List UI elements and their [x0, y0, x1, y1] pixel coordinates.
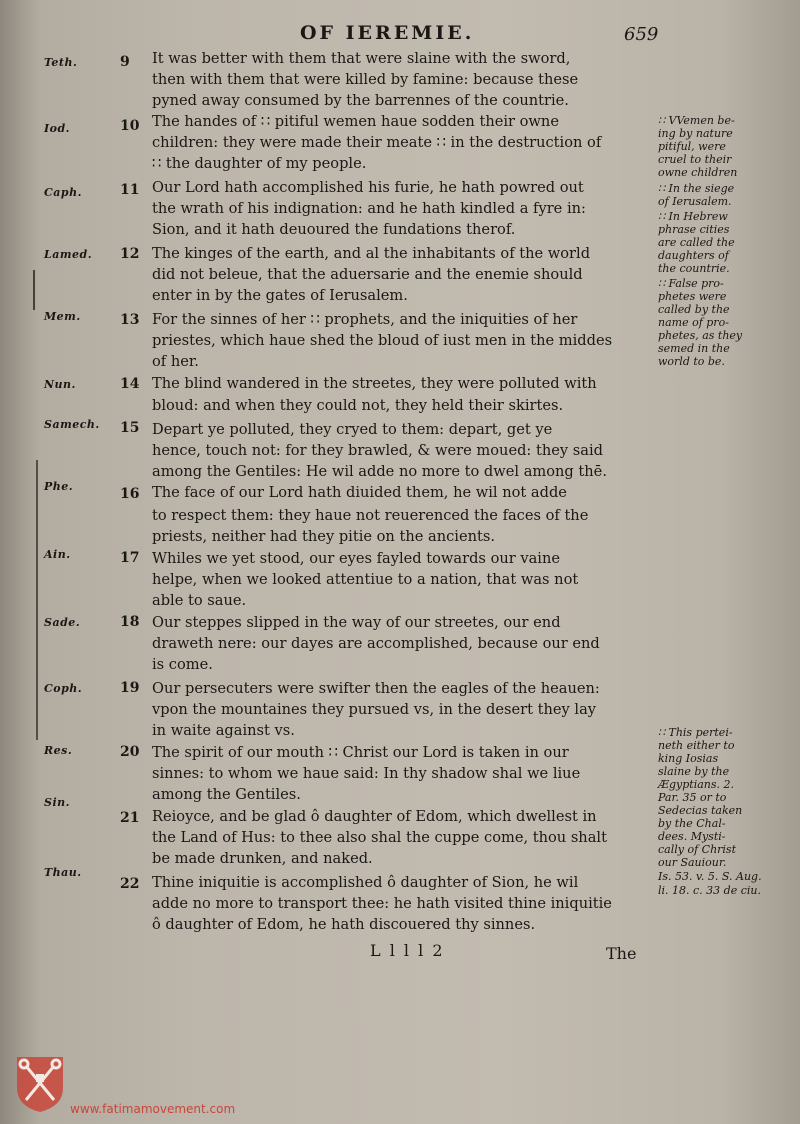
text-line: Whiles we yet stood, our eyes fayled towards our vaine: [152, 550, 561, 567]
catchword: The: [606, 944, 637, 963]
margin-note-line: phetes were: [658, 290, 727, 303]
margin-note-line: king Iosias: [658, 752, 719, 765]
margin-note-line: dees. Mysti-: [658, 830, 726, 843]
text-line: ô daughter of Edom, he hath discouered thy sinnes.: [152, 916, 536, 933]
verse-number: 18: [120, 614, 140, 630]
verse-number: 15: [120, 420, 140, 436]
text-line: It was better with them that were slaine with the sword,: [152, 50, 571, 67]
hebrew-letter-heading: Thau.: [44, 866, 82, 879]
margin-note-line: li. 18. c. 33 de ciu.: [658, 884, 761, 897]
text-line: Our Lord hath accomplished his furie, he hath powred out: [152, 179, 584, 196]
text-line: did not beleue, that the aduersarie and the enemie should: [152, 266, 583, 283]
hebrew-letter-heading: Teth.: [44, 56, 78, 69]
hebrew-letter-heading: Samech.: [44, 418, 100, 431]
margin-note-line: ∷ This pertei-: [658, 726, 733, 739]
text-line: ∷ the daughter of my people.: [152, 155, 367, 172]
verse-number: 13: [120, 312, 140, 328]
text-line: helpe, when we looked attentiue to a nation, that was not: [152, 571, 579, 588]
margin-note-line: owne children: [658, 166, 738, 179]
text-line: pyned away consumed by the barrennes of the countrie.: [152, 92, 569, 109]
margin-note-line: phetes, as they: [658, 329, 743, 342]
margin-note-line: neth either to: [658, 739, 735, 752]
text-line: vpon the mountaines they pursued vs, in the desert they lay: [152, 701, 597, 718]
text-line: of her.: [152, 353, 199, 370]
verse-number: 22: [120, 876, 140, 892]
margin-note-line: ing by nature: [658, 127, 733, 140]
hebrew-letter-heading: Res.: [44, 744, 73, 757]
margin-note-line: Par. 35 or to: [658, 791, 727, 804]
margin-note-line: ∷ False pro-: [658, 277, 724, 290]
margin-note-line: by the Chal-: [658, 817, 726, 830]
margin-note-line: cally of Christ: [658, 843, 736, 856]
verse-number: 11: [120, 182, 140, 198]
hebrew-letter-heading: Nun.: [44, 378, 76, 391]
verse-number: 19: [120, 680, 140, 696]
verse-number: 10: [120, 118, 140, 134]
margin-note-line: phrase cities: [658, 223, 730, 236]
text-line: enter in by the gates of Ierusalem.: [152, 287, 408, 304]
verse-number: 20: [120, 744, 140, 760]
verse-number: 16: [120, 486, 140, 502]
margin-note-line: semed in the: [658, 342, 730, 355]
hebrew-letter-heading: Ain.: [44, 548, 71, 561]
hebrew-letter-heading: Caph.: [44, 186, 82, 199]
text-line: The handes of ∷ pitiful wemen haue sodden their owne: [152, 113, 559, 130]
text-line: in waite against vs.: [152, 722, 295, 739]
margin-note-line: cruel to their: [658, 153, 732, 166]
margin-note-line: slaine by the: [658, 765, 730, 778]
hebrew-letter-heading: Phe.: [44, 480, 74, 493]
text-line: Depart ye polluted, they cryed to them: depart, get ye: [152, 421, 553, 438]
verse-number: 21: [120, 810, 140, 826]
margin-note-line: daughters of: [658, 249, 729, 262]
text-line: Reioyce, and be glad ô daughter of Edom, which dwellest in: [152, 808, 597, 825]
margin-note-line: name of pro-: [658, 316, 729, 329]
text-line: Thine iniquitie is accomplished ô daughter of Sion, he wil: [152, 874, 579, 891]
text-line: be made drunken, and naked.: [152, 850, 373, 867]
text-line: draweth nere: our dayes are accomplished, because our end: [152, 635, 600, 652]
hebrew-letter-heading: Coph.: [44, 682, 83, 695]
text-line: the Land of Hus: to thee also shal the cuppe come, thou shalt: [152, 829, 607, 846]
margin-rule: [33, 270, 35, 310]
hebrew-letter-heading: Lamed.: [44, 248, 93, 261]
website-credit: www.fatimamovement.com: [70, 1102, 236, 1116]
papal-keys-logo: [14, 1054, 66, 1114]
margin-note-line: ∷ In Hebrew: [658, 210, 728, 223]
hebrew-letter-heading: Sade.: [44, 616, 81, 629]
text-line: the wrath of his indignation: and he hath kindled a fyre in:: [152, 200, 586, 217]
text-line: Our persecuters were swifter then the eagles of the heauen:: [152, 680, 600, 697]
margin-rule: [36, 460, 38, 740]
text-line: Sion, and it hath deuoured the fundations therof.: [152, 221, 516, 238]
margin-note-line: called by the: [658, 303, 730, 316]
text-line: among the Gentiles: He wil adde no more to dwel among thē.: [152, 463, 607, 480]
verse-number: 17: [120, 550, 140, 566]
margin-note-line: ∷ VVemen be-: [658, 114, 735, 127]
verse-number: 12: [120, 246, 140, 262]
margin-note-line: of Ierusalem.: [658, 195, 732, 208]
text-line: The face of our Lord hath diuided them, he wil not adde: [152, 484, 567, 501]
text-line: For the sinnes of her ∷ prophets, and the iniquities of her: [152, 311, 578, 328]
text-line: able to saue.: [152, 592, 247, 609]
text-line: priestes, which haue shed the bloud of iust men in the middes: [152, 332, 613, 349]
text-line: then with them that were killed by famine: because these: [152, 71, 579, 88]
margin-note-line: Sedecias taken: [658, 804, 743, 817]
margin-note-line: ∷ In the siege: [658, 182, 735, 195]
verse-number: 9: [120, 54, 130, 70]
margin-note-line: world to be.: [658, 355, 725, 368]
text-line: to respect them: they haue not reuerenced the faces of the: [152, 507, 589, 524]
text-line: among the Gentiles.: [152, 786, 301, 803]
margin-note-line: pitiful, were: [658, 140, 726, 153]
margin-note-line: Is. 53. v. 5. S. Aug.: [658, 870, 762, 883]
hebrew-letter-heading: Mem.: [44, 310, 81, 323]
text-line: Our steppes slipped in the way of our streetes, our end: [152, 614, 561, 631]
text-line: sinnes: to whom we haue said: In thy shadow shal we liue: [152, 765, 581, 782]
margin-note-line: are called the: [658, 236, 735, 249]
page-number: 659: [624, 24, 659, 45]
hebrew-letter-heading: Sin.: [44, 796, 70, 809]
text-line: The blind wandered in the streetes, they were polluted with: [152, 375, 597, 392]
text-line: adde no more to transport thee: he hath visited thine iniquitie: [152, 895, 612, 912]
hebrew-letter-heading: Iod.: [44, 122, 71, 135]
margin-note-line: Ægyptians. 2.: [658, 778, 735, 791]
running-title: OF IEREMIE.: [300, 22, 475, 44]
text-line: priests, neither had they pitie on the ancients.: [152, 528, 495, 545]
text-line: children: they were made their meate ∷ in the destruction of: [152, 134, 602, 151]
signature-mark: L l l l 2: [370, 941, 445, 960]
text-line: bloud: and when they could not, they held their skirtes.: [152, 397, 564, 414]
text-line: The spirit of our mouth ∷ Christ our Lord is taken in our: [152, 744, 569, 761]
text-line: is come.: [152, 656, 213, 673]
text-line: The kinges of the earth, and al the inhabitants of the world: [152, 245, 591, 262]
margin-note-line: the countrie.: [658, 262, 730, 275]
verse-number: 14: [120, 376, 140, 392]
text-line: hence, touch not: for they brawled, & were moued: they said: [152, 442, 603, 459]
margin-note-line: our Sauiour.: [658, 856, 727, 869]
